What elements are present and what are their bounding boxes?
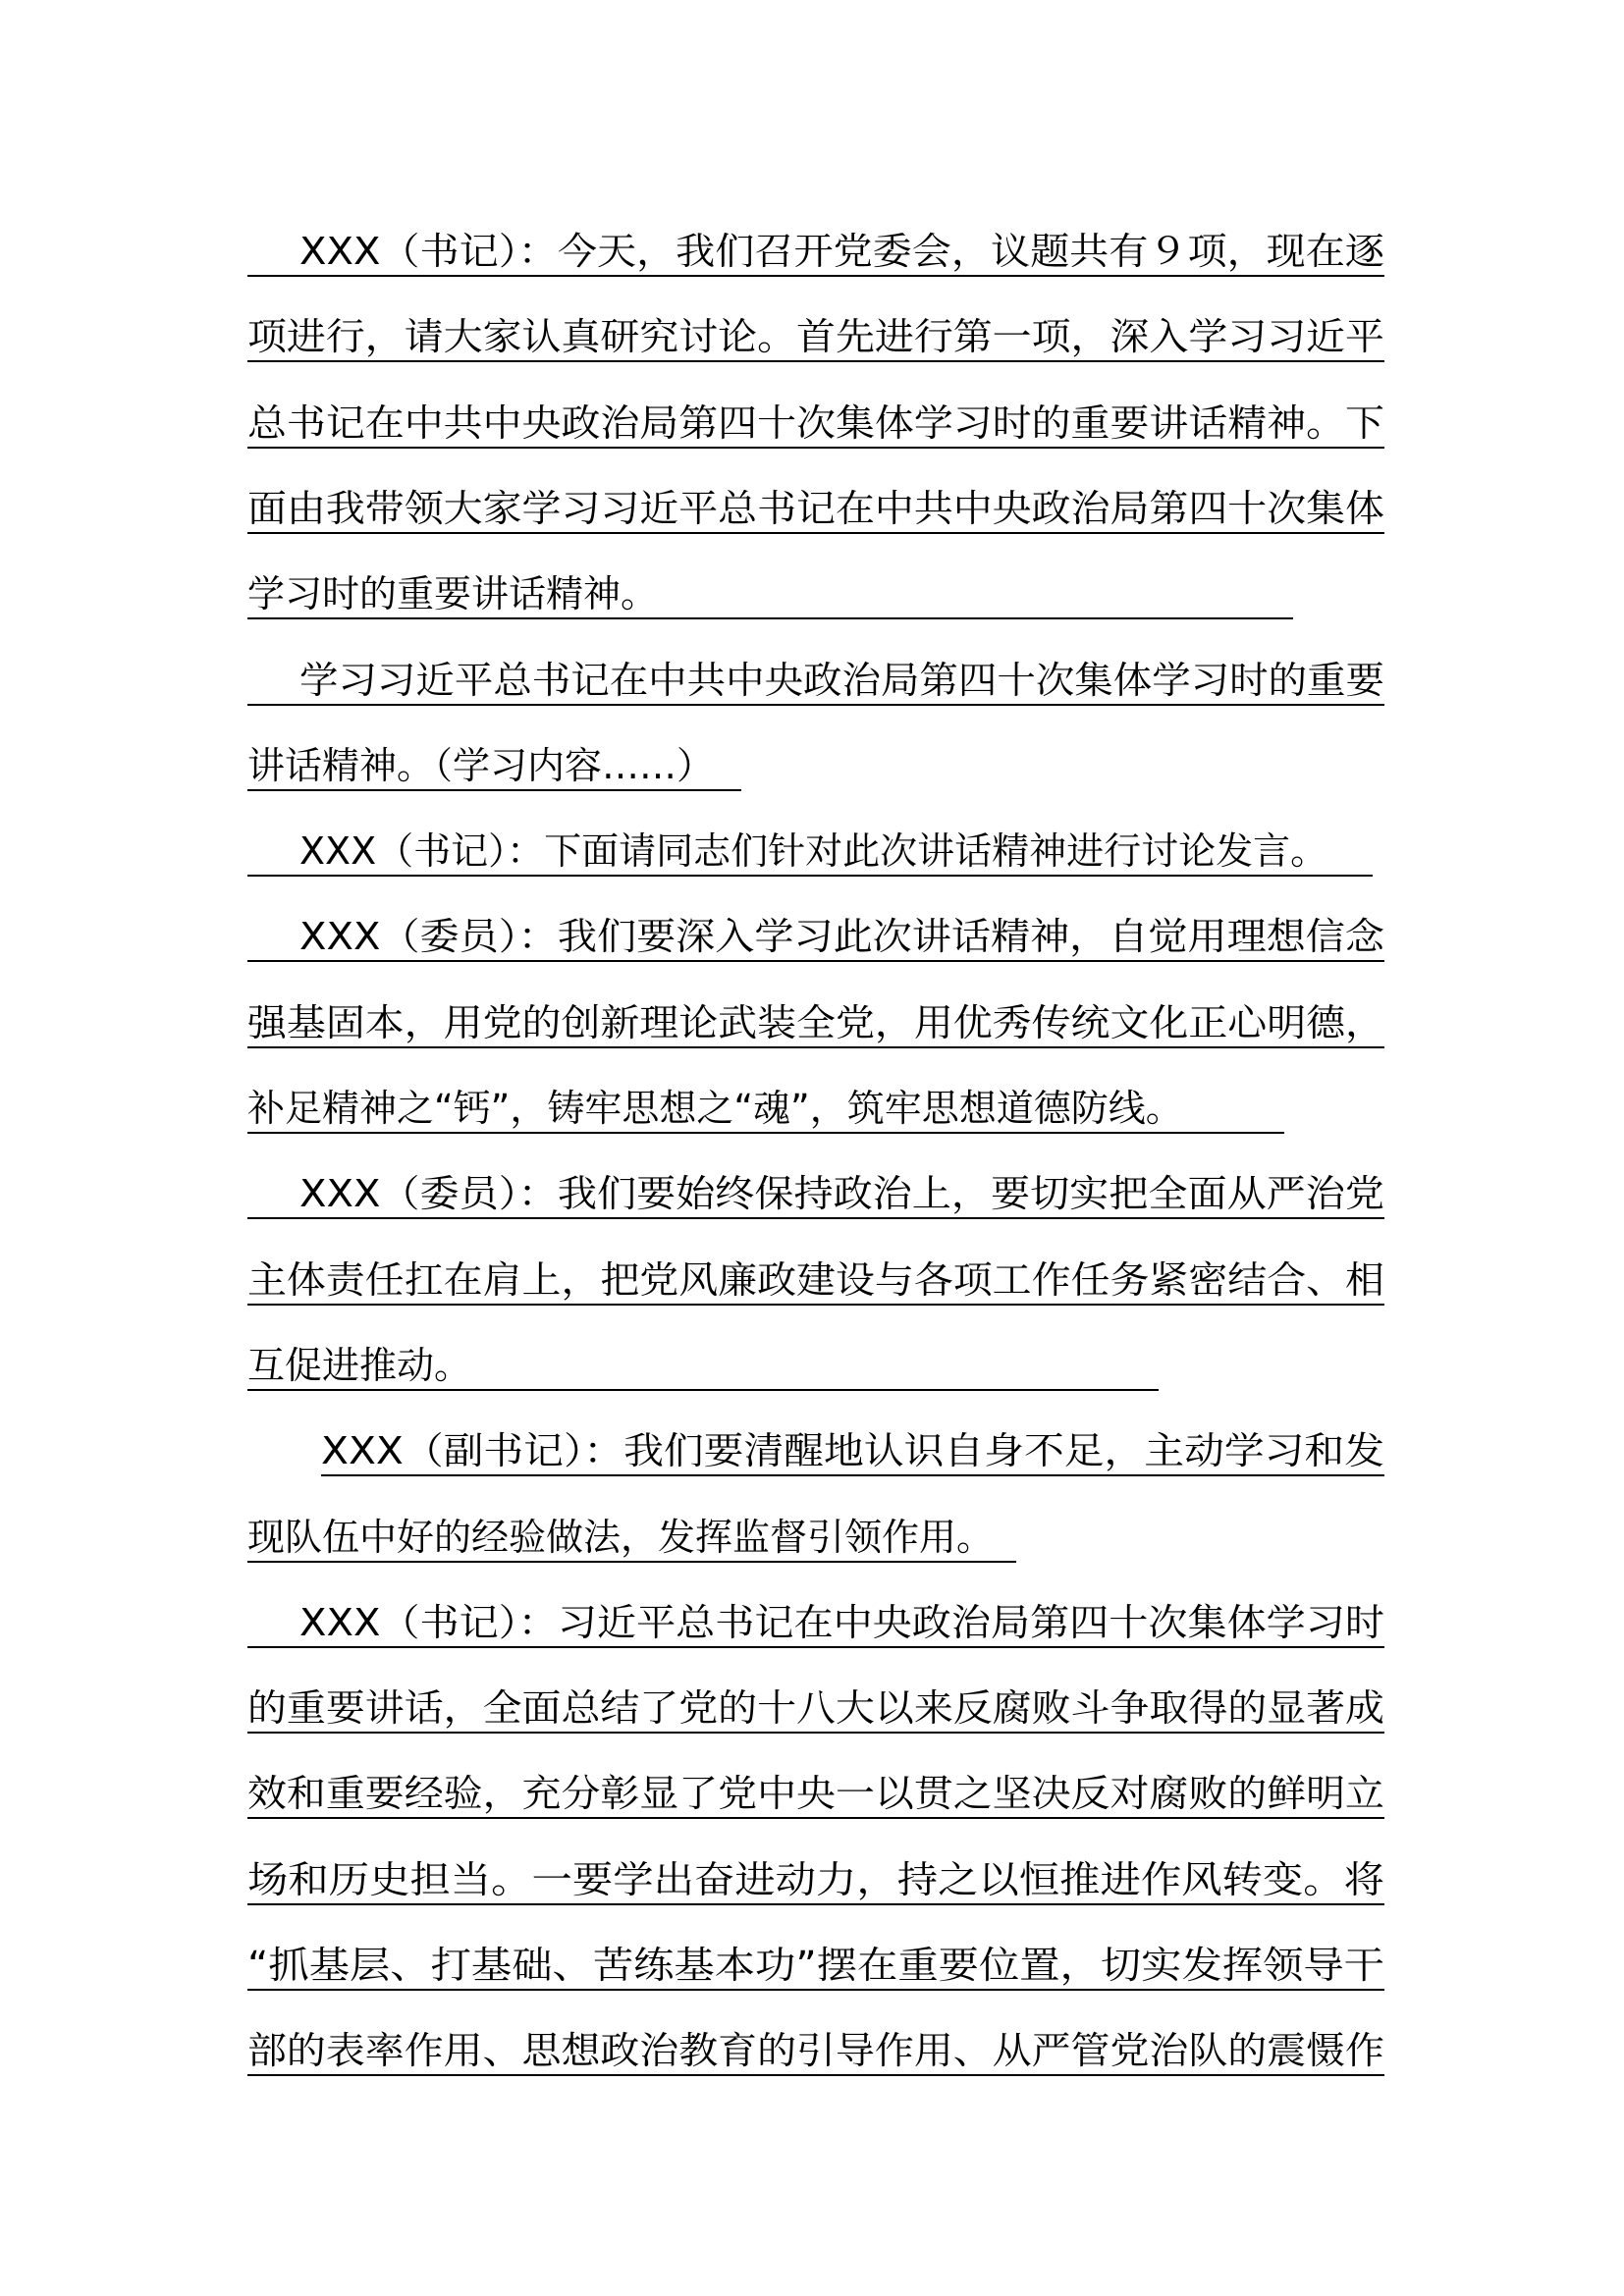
paragraph-text: 互促进推动。 [247,1343,472,1387]
paragraph-text: 学习习近平总书记在中共中央政治局第四十次集体学习时的重要 [299,658,1384,702]
paragraph-text: 补足精神之“钙”，铸牢思想之“魂”，筑牢思想道德防线。 [247,1087,1183,1130]
paragraph-text: 强基固本，用党的创新理论武装全党，用优秀传统文化正心明德， [247,1000,1384,1044]
text-line [247,915,1384,962]
text-line [247,1344,1159,1391]
paragraph-text: “抓基层、打基础、苦练基本功”摆在重要位置，切实发挥领导干 [247,1944,1384,1987]
text-line [247,1944,1384,1991]
paragraph-text: 场和历史担当。一要学出奋进动力，持之以恒推进作风转变。将 [247,1857,1384,1901]
paragraph-text: 的重要讲话，全面总结了党的十八大以来反腐败斗争取得的显著成 [247,1686,1384,1731]
text-line [321,1429,1384,1476]
paragraph-text: XXX（书记）：今天，我们召开党委会，议题共有９项，现在逐 [299,230,1384,273]
paragraph-text: 部的表率作用、思想政治教育的引导作用、从严管党治队的震慑作 [247,2029,1384,2073]
paragraph-text: XXX（书记）：下面请同志们针对此次讲话精神进行讨论发言。 [299,829,1328,874]
paragraph-text: 现队伍中好的经验做法，发挥监督引领作用。 [247,1515,995,1559]
text-line [247,2029,1384,2076]
text-line [247,659,1384,706]
paragraph-text: XXX（副书记）：我们要清醒地认识自身不足，主动学习和发 [321,1429,1384,1473]
text-line [247,1258,1384,1306]
paragraph-text: XXX（委员）：我们要始终保持政治上，要切实把全面从严治党 [299,1172,1384,1216]
paragraph-text: 主体责任扛在肩上，把党风廉政建设与各项工作任务紧密结合、相 [247,1257,1384,1302]
text-line [247,1686,1384,1734]
paragraph-text: 讲话精神。（学习内容……） [247,743,715,787]
text-line [247,1772,1384,1819]
text-line [247,744,741,791]
text-line [247,230,1384,277]
paragraph-text: XXX（委员）：我们要深入学习此次讲话精神，自觉用理想信念 [299,915,1384,959]
text-line [247,487,1384,534]
text-line [247,1001,1384,1048]
text-line [247,1516,1016,1563]
paragraph-text: 效和重要经验，充分彰显了党中央一以贯之坚决反对腐败的鲜明立 [247,1772,1384,1816]
text-line [247,1858,1384,1905]
text-line [247,572,1293,619]
text-line [247,1172,1384,1219]
text-line [247,829,1373,877]
paragraph-text: 总书记在中共中央政治局第四十次集体学习时的重要讲话精神。下 [247,400,1384,445]
text-line [247,401,1384,449]
text-line [247,1601,1384,1648]
text-line [247,315,1384,362]
paragraph-text: XXX（书记）：习近平总书记在中央政治局第四十次集体学习时 [299,1600,1384,1644]
paragraph-text: 学习时的重要讲话精神。 [247,572,659,616]
text-line [247,1087,1284,1134]
paragraph-text: 面由我带领大家学习习近平总书记在中共中央政治局第四十次集体 [247,486,1384,530]
paragraph-text: 项进行，请大家认真研究讨论。首先进行第一项，深入学习习近平 [247,315,1384,359]
